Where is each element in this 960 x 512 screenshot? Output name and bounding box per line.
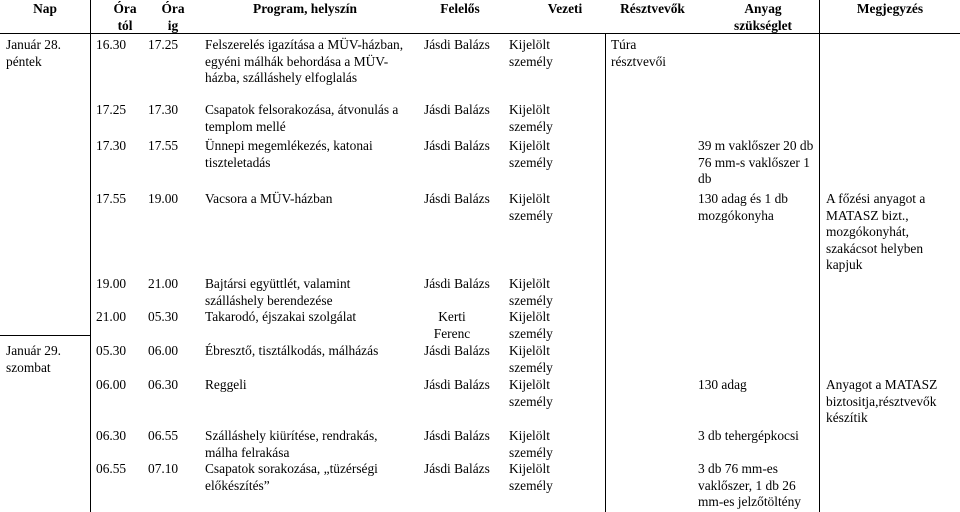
responsible: Jásdi Balázs <box>424 377 490 392</box>
material-note: 3 db 76 mm-es vaklőszer, 1 db 26 mm-es jelzőtöltény <box>698 461 802 509</box>
responsible: Jásdi Balázs <box>424 343 490 358</box>
header-ora-ig: Óra ig <box>161 1 185 33</box>
leader: Kijelölt személy <box>509 309 553 341</box>
column-divider-nap <box>90 0 91 512</box>
leader: Kijelölt személy <box>509 276 553 308</box>
time-to: 17.30 <box>148 102 179 117</box>
time-from: 19.00 <box>96 276 127 291</box>
leader: Kijelölt személy <box>509 428 553 460</box>
program-text: Felszerelés igazítása a MÜV-házban, egyéni málhák behordása a MÜV-házba, szálláshely elfoglalás <box>205 37 404 85</box>
time-from: 05.30 <box>96 343 127 358</box>
time-to: 05.30 <box>148 309 179 324</box>
time-to: 07.10 <box>148 461 179 476</box>
responsible: Jásdi Balázs <box>424 138 490 153</box>
time-to: 06.55 <box>148 428 179 443</box>
leader: Kijelölt személy <box>509 461 553 493</box>
program-text: Bajtársi együttlét, valamint szálláshely berendezése <box>205 276 351 308</box>
program-text: Ünnepi megemlékezés, katonai tiszteletadás <box>205 138 373 170</box>
leader: Kijelölt személy <box>509 343 553 375</box>
time-from: 16.30 <box>96 37 127 52</box>
responsible: Jásdi Balázs <box>424 276 490 291</box>
time-from: 17.30 <box>96 138 127 153</box>
responsible: Jásdi Balázs <box>424 102 490 117</box>
leader: Kijelölt személy <box>509 102 553 134</box>
responsible: Jásdi Balázs <box>424 428 490 443</box>
program-text: Ébresztő, tisztálkodás, málházás <box>205 343 379 358</box>
program-text: Vacsora a MÜV-házban <box>205 191 333 206</box>
responsible: Jásdi Balázs <box>424 461 490 476</box>
material-note: 130 adag <box>698 377 747 392</box>
header-ora-tol: Óra tól <box>113 1 137 33</box>
time-from: 06.55 <box>96 461 127 476</box>
leader: Kijelölt személy <box>509 191 553 223</box>
time-to: 19.00 <box>148 191 179 206</box>
time-from: 21.00 <box>96 309 127 324</box>
day-label: Január 28. péntek <box>6 37 62 69</box>
time-to: 17.25 <box>148 37 179 52</box>
header-felelos: Felelős <box>440 1 480 16</box>
responsible: Jásdi Balázs <box>424 191 490 206</box>
program-text: Szálláshely kiürítése, rendrakás, málha felrakása <box>205 428 378 460</box>
column-divider-remarks <box>819 0 820 512</box>
header-anyag: Anyag szükséglet <box>733 1 793 33</box>
program-text: Takarodó, éjszakai szolgálat <box>205 309 357 324</box>
time-to: 21.00 <box>148 276 179 291</box>
material-note: 130 adag és 1 db mozgókonyha <box>698 191 788 223</box>
time-to: 06.30 <box>148 377 179 392</box>
participants-note: Túra résztvevői <box>611 37 667 69</box>
material-note: 39 m vaklőszer 20 db 76 mm-s vaklőszer 1 db <box>698 138 814 186</box>
header-bottom-rule <box>0 33 960 34</box>
header-program: Program, helyszín <box>253 1 357 16</box>
program-text: Reggeli <box>205 377 247 392</box>
day-label: Január 29. szombat <box>6 343 62 375</box>
time-from: 17.55 <box>96 191 127 206</box>
column-divider-participants <box>605 33 606 512</box>
leader: Kijelölt személy <box>509 138 553 170</box>
header-megjegyzes: Megjegyzés <box>856 1 924 16</box>
responsible: Jásdi Balázs <box>424 37 490 52</box>
time-from: 06.30 <box>96 428 127 443</box>
material-note: 3 db tehergépkocsi <box>698 428 799 443</box>
time-to: 06.00 <box>148 343 179 358</box>
program-text: Csapatok sorakozása, „tüzérségi előkészítés” <box>205 461 378 493</box>
time-to: 17.55 <box>148 138 179 153</box>
header-nap: Nap <box>33 1 57 16</box>
program-text: Csapatok felsorakozása, átvonulás a templom mellé <box>205 102 399 134</box>
day-divider <box>0 335 90 336</box>
header-vezeti: Vezeti <box>547 1 583 16</box>
remark-note: A főzési anyagot a MATASZ bizt., mozgókonyhát, szakácsot helyben kapjuk <box>826 191 926 272</box>
responsible: Kerti Ferenc <box>433 309 471 341</box>
leader: Kijelölt személy <box>509 377 553 409</box>
leader: Kijelölt személy <box>509 37 553 69</box>
time-from: 17.25 <box>96 102 127 117</box>
remark-note: Anyagot a MATASZ biztositja,résztvevők készítik <box>826 377 938 425</box>
header-resztvevok: Résztvevők <box>620 1 685 16</box>
time-from: 06.00 <box>96 377 127 392</box>
